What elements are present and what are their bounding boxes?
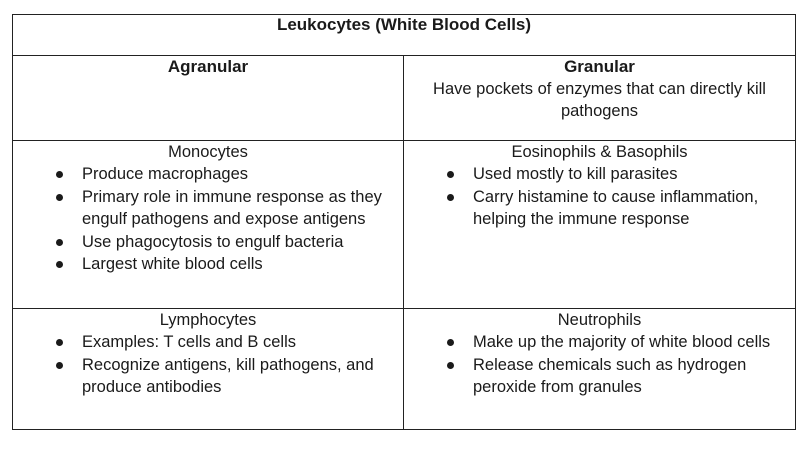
monocytes-cell	[13, 141, 404, 309]
title-cell	[13, 15, 796, 56]
title-row	[13, 15, 796, 56]
lymphocytes-list	[13, 331, 403, 399]
list-item: Produce macrophages	[82, 163, 403, 186]
list-item: Release chemicals such as hydrogen peroxide from granules	[473, 354, 795, 399]
granular-description: Have pockets of enzymes that can directly kill pathogens	[433, 80, 766, 120]
lymphocytes-title: Lymphocytes	[159, 311, 257, 329]
list-item: Make up the majority of white blood cells	[473, 331, 795, 354]
list-item: Carry histamine to cause inflammation, helping the immune response	[473, 186, 795, 231]
eosinophils-basophils-title: Eosinophils & Basophils	[511, 143, 688, 161]
list-item: Largest white blood cells	[82, 253, 403, 276]
list-item: Primary role in immune response as they engulf pathogens and expose antigens	[82, 186, 403, 231]
agranular-heading: Agranular	[167, 57, 249, 76]
monocytes-title: Monocytes	[168, 143, 248, 161]
table-title: Leukocytes (White Blood Cells)	[276, 15, 532, 34]
neutrophils-title: Neutrophils	[557, 311, 642, 329]
eosinophils-basophils-cell	[404, 141, 796, 309]
list-item: Recognize antigens, kill pathogens, and produce antibodies	[82, 354, 403, 399]
granular-heading: Granular	[564, 57, 635, 76]
body-row-1	[13, 141, 796, 309]
list-item: Used mostly to kill parasites	[473, 163, 795, 186]
eosinophils-basophils-list	[404, 163, 795, 231]
neutrophils-list	[404, 331, 795, 399]
list-item: Examples: T cells and B cells	[82, 331, 403, 354]
body-row-2	[13, 309, 796, 430]
neutrophils-cell	[404, 309, 796, 430]
agranular-header-cell	[13, 56, 404, 141]
monocytes-list	[13, 163, 403, 276]
granular-header-cell	[404, 56, 796, 141]
header-row	[13, 56, 796, 141]
list-item: Use phagocytosis to engulf bacteria	[82, 231, 403, 254]
leukocytes-table	[12, 14, 796, 430]
lymphocytes-cell	[13, 309, 404, 430]
